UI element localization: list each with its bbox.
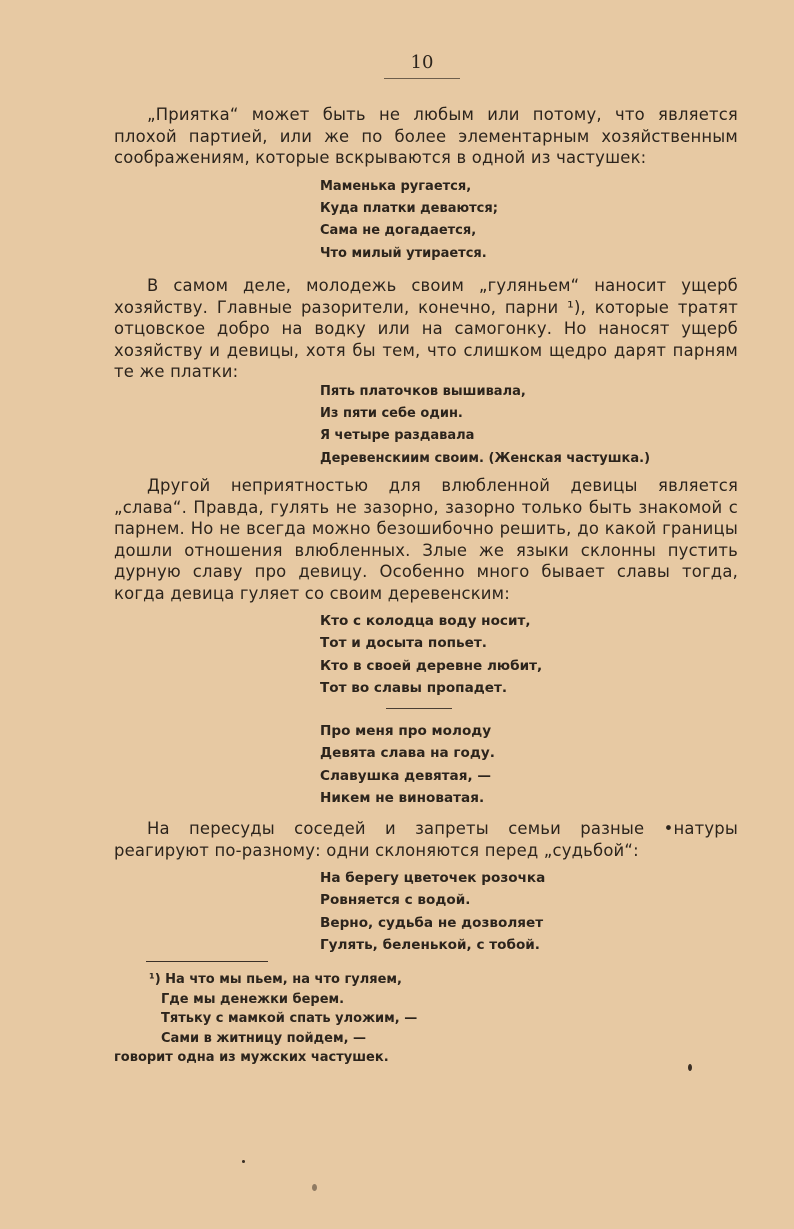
paper-speck [242,1160,245,1163]
verse-line: Про меня про молоду [320,723,492,739]
verse-line: Маменька ругается, [320,179,472,194]
footnote-line: Тятьку с мамкой спать уложим, — [161,1011,418,1026]
footnote-line: Где мы денежки берем. [161,991,345,1007]
page-number: 10 [384,52,460,79]
footnote-line: Сами в житницу пойдем, — [161,1030,367,1046]
verse-line: Гулять, беленькой, с тобой. [320,936,540,953]
verse-line: Девята слава на году. [320,745,495,762]
footnote-rule [146,961,268,962]
verse-4 [320,720,495,809]
footnote-line: ¹) На что мы пьем, на что гуляем, [149,972,402,987]
verse-line: На берегу цветочек розочка [320,870,546,886]
verse-line: Из пяти себе один. [320,406,463,422]
verse-line: Ровняется с водой. [320,892,471,909]
footnote [114,970,417,1068]
verse-5 [320,867,545,956]
verse-line: Сама не догадается, [320,223,477,239]
verse-line: Деревенскиим своим. (Женская частушка.) [320,450,651,466]
verse-line: Что милый утирается. [320,245,487,261]
verse-3 [320,610,542,699]
paragraph-4: На пересуды соседей и запреты семьи разные •натуры реагируют по-разному: одни склоняются перед „судьбой“: [114,819,738,860]
verse-divider [386,708,452,709]
verse-line: Кто с колодца воду носит, [320,613,531,629]
paper-speck [312,1184,317,1191]
paragraph-3: Другой неприятностью для влюбленной девицы является „слава“. Правда, гулять не зазорно, зазорно только быть знакомой с парнем. Но не всегда можно безошибочно решить, до какой границы дошли отношения влюбленных. Злые же языки склонны пустить дурную славу про девицу. Особенно много бывает славы тогда, когда девица гуляет со своим деревенским: [114,476,738,603]
paragraph-1: „Приятка“ может быть не любым или потому, что является плохой партией, или же по более элементарным хозяйственным соображениям, которые вскрываются в одной из частушек: [114,105,738,167]
verse-line: Славушка девятая, — [320,767,491,784]
paragraph-2: В самом деле, молодежь своим „гуляньем“ наносит ущерб хозяйству. Главные разорители, конечно, парни ¹), которые тратят отцовское добро на водку или на самогонку. Но наносят ущерб хозяйству и девицы, хотя бы тем, что слишком щедро дарят парням те же платки: [114,276,738,381]
verse-line: Я четыре раздавала [320,428,475,444]
verse-line: Пять платочков вышивала, [320,384,526,399]
verse-2 [320,381,650,470]
verse-line: Тот во славы пропадет. [320,679,507,696]
verse-line: Кто в своей деревне любит, [320,657,543,674]
paper-speck [688,1064,692,1071]
verse-line: Никем не виноватая. [320,789,485,806]
footnote-line: говорит одна из мужских частушек. [114,1050,389,1065]
verse-line: Куда платки деваются; [320,201,498,217]
verse-line: Верно, судьба не дозволяет [320,914,544,931]
verse-line: Тот и досыта попьет. [320,635,487,652]
verse-1 [320,176,498,265]
